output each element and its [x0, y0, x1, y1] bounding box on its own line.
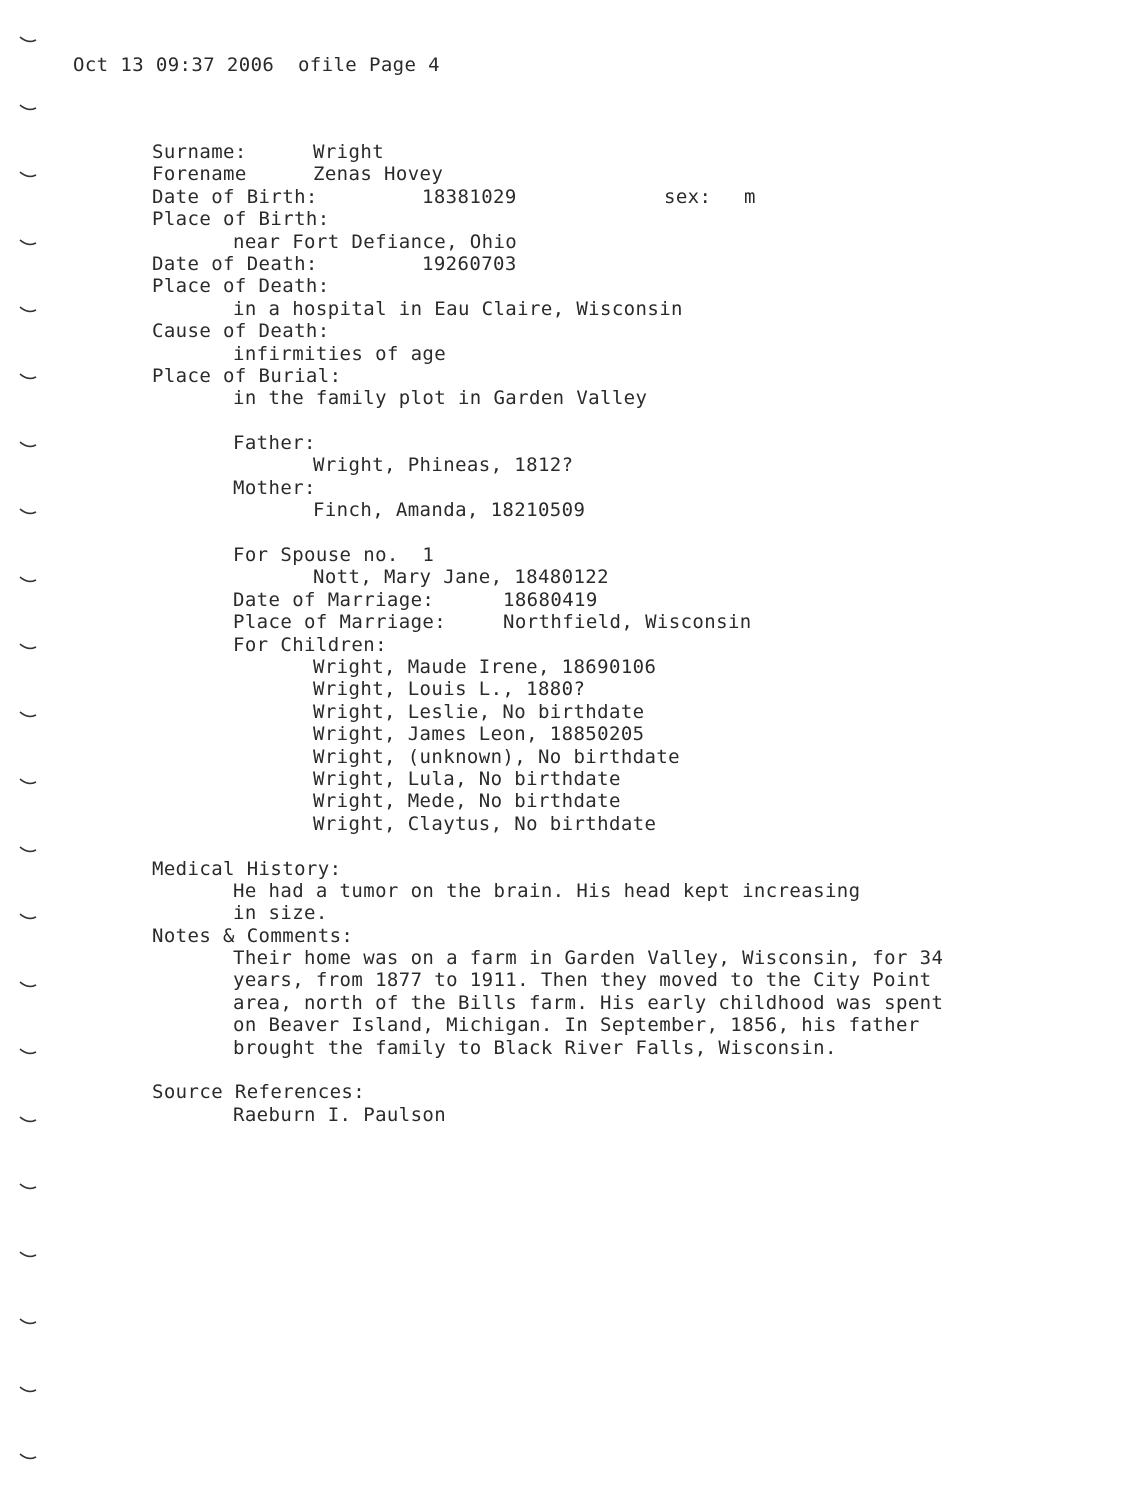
- child-item: Wright, Mede, No birthdate: [313, 790, 621, 813]
- sex-label: sex:: [664, 185, 712, 208]
- sex-value: m: [744, 185, 756, 208]
- date-of-birth-label: Date of Birth:: [152, 185, 318, 208]
- child-item: Wright, James Leon, 18850205: [313, 723, 645, 746]
- place-of-marriage-label: Place of Marriage:: [233, 611, 447, 634]
- source-references-label: Source References:: [152, 1081, 366, 1104]
- medical-history-line: He had a tumor on the brain. His head kept increasing: [233, 879, 861, 902]
- notes-line: brought the family to Black River Falls, Wisconsin.: [233, 1036, 837, 1059]
- date-of-birth-value: 18381029: [422, 185, 517, 208]
- punch-hole-mark: [18, 1182, 38, 1192]
- spouse-value: Nott, Mary Jane, 18480122: [313, 566, 609, 589]
- surname-label: Surname:: [152, 141, 247, 163]
- cause-of-death-value: infirmities of age: [233, 342, 447, 365]
- notes-line: Their home was on a farm in Garden Valley, Wisconsin, for 34: [233, 947, 944, 970]
- punch-hole-mark: [18, 1385, 38, 1395]
- punch-hole-mark: [18, 1250, 38, 1260]
- place-of-marriage-value: Northfield, Wisconsin: [503, 611, 752, 634]
- father-label: Father:: [233, 432, 316, 455]
- punch-hole-mark: [18, 35, 38, 45]
- spouse-label: For Spouse no. 1: [233, 544, 435, 567]
- child-item: Wright, Maude Irene, 18690106: [313, 655, 657, 678]
- place-of-marriage-row: [0, 611, 1148, 633]
- notes-line: years, from 1877 to 1911. Then they moved to the City Point: [233, 969, 932, 992]
- medical-history-line: in size.: [233, 902, 328, 925]
- mother-value: Finch, Amanda, 18210509: [313, 499, 586, 522]
- surname-row: [0, 141, 1148, 163]
- punch-hole-mark: [18, 1317, 38, 1327]
- punch-hole-mark: [18, 103, 38, 113]
- page-header: Oct 13 09:37 2006 ofile Page 4: [73, 54, 441, 76]
- child-item: Wright, Lula, No birthdate: [313, 767, 621, 790]
- date-of-marriage-label: Date of Marriage:: [233, 588, 435, 611]
- child-item: Wright, Leslie, No birthdate: [313, 700, 645, 723]
- place-of-death-label: Place of Death:: [152, 275, 330, 298]
- forename-label: Forename: [152, 163, 247, 186]
- place-of-birth-value: near Fort Defiance, Ohio: [233, 230, 518, 253]
- notes-label: Notes & Comments:: [152, 924, 354, 947]
- notes-line: area, north of the Bills farm. His early childhood was spent: [233, 991, 944, 1014]
- genealogy-record: [0, 141, 1148, 1126]
- surname-value: Wright: [313, 141, 385, 163]
- place-of-burial-label: Place of Burial:: [152, 364, 342, 387]
- date-of-marriage-value: 18680419: [503, 588, 598, 611]
- cause-of-death-label: Cause of Death:: [152, 320, 330, 343]
- mother-label: Mother:: [233, 476, 316, 499]
- place-of-burial-value: in the family plot in Garden Valley: [233, 387, 648, 410]
- children-label: For Children:: [233, 633, 387, 656]
- date-of-death-row: [0, 253, 1148, 275]
- source-references-value: Raeburn I. Paulson: [233, 1103, 447, 1126]
- date-of-marriage-row: [0, 589, 1148, 611]
- child-item: Wright, Claytus, No birthdate: [313, 812, 657, 835]
- date-of-death-label: Date of Death:: [152, 252, 318, 275]
- date-of-birth-row: [0, 186, 1148, 208]
- child-item: Wright, Louis L., 1880?: [313, 678, 586, 701]
- punch-hole-mark: [18, 1452, 38, 1462]
- notes-line: on Beaver Island, Michigan. In September, 1856, his father: [233, 1014, 920, 1037]
- father-value: Wright, Phineas, 1812?: [313, 454, 574, 477]
- place-of-death-value: in a hospital in Eau Claire, Wisconsin: [233, 297, 683, 320]
- child-item: Wright, (unknown), No birthdate: [313, 745, 681, 768]
- date-of-death-value: 19260703: [422, 252, 517, 275]
- place-of-birth-label: Place of Birth:: [152, 208, 330, 231]
- forename-row: [0, 163, 1148, 185]
- medical-history-label: Medical History:: [152, 857, 342, 880]
- forename-value: Zenas Hovey: [313, 163, 444, 186]
